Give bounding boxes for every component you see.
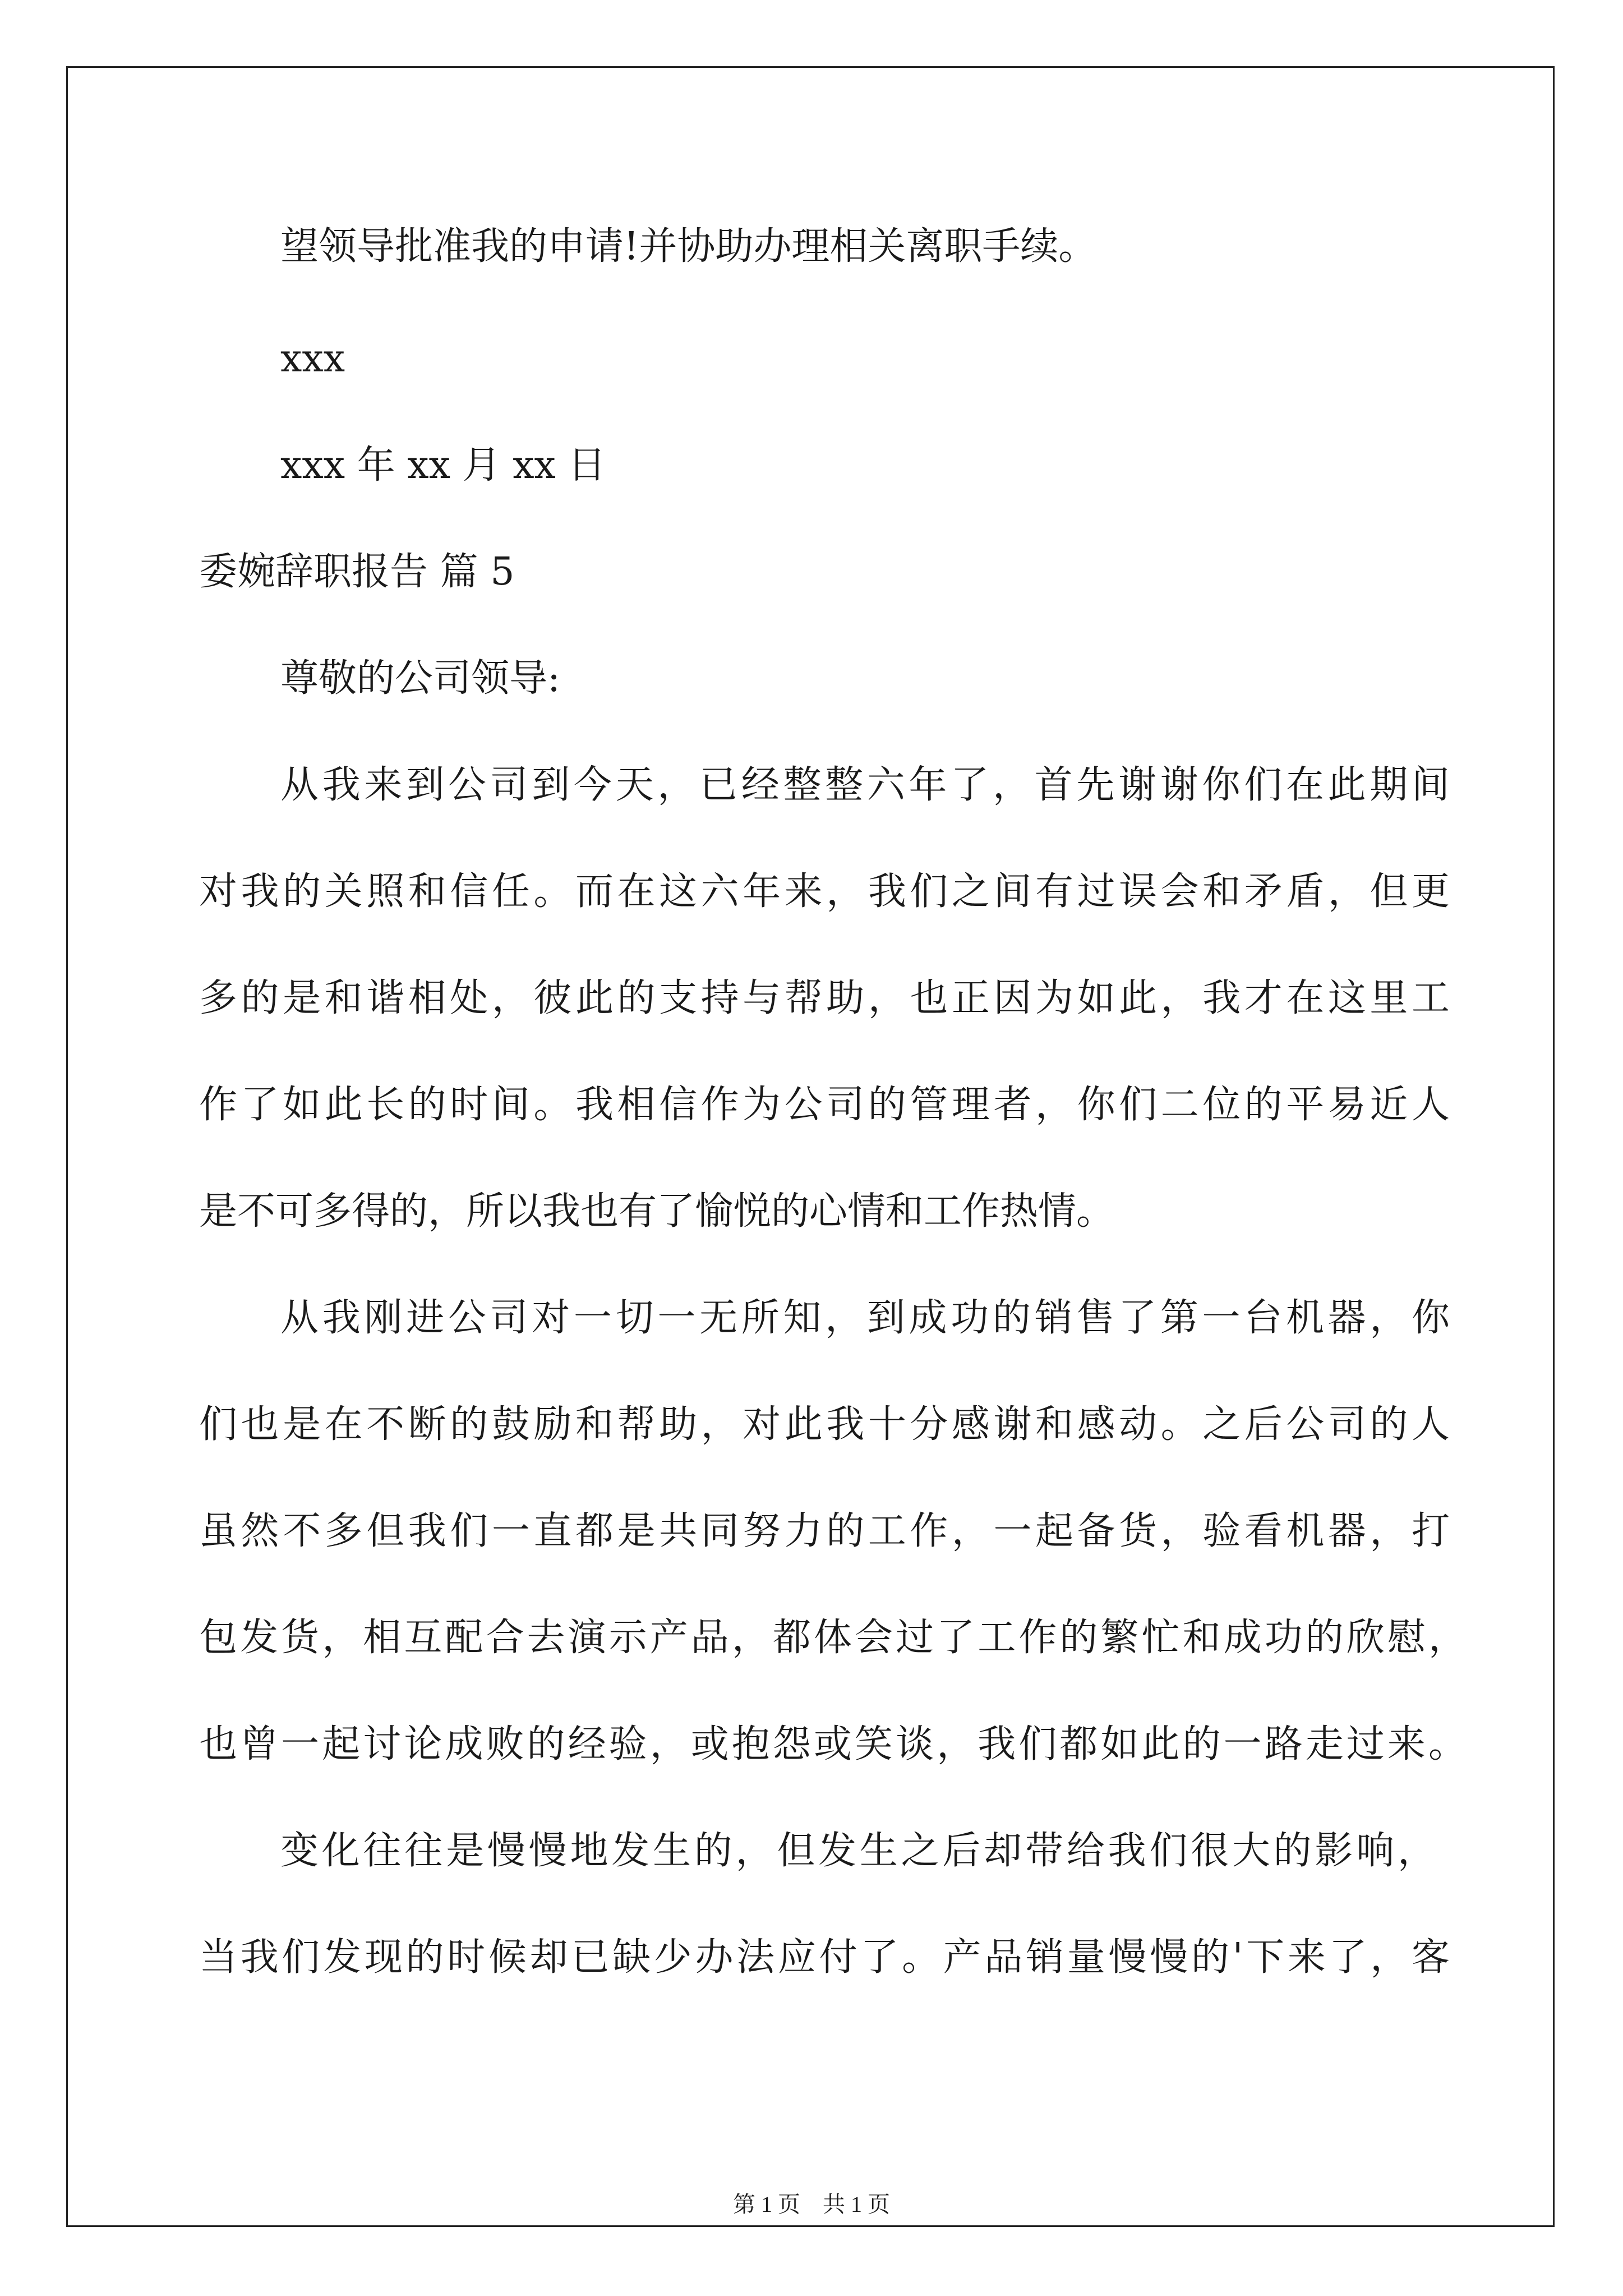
paragraph-line: 是不可多得的，所以我也有了愉悦的心情和工作热情。 bbox=[199, 1189, 1115, 1234]
paragraph-line: 虽然不多但我们一直都是共同努力的工作，一起备货，验看机器，打 bbox=[199, 1509, 1450, 1553]
paragraph-line: 包发货，相互配合去演示产品，都体会过了工作的繁忙和成功的欣慰， bbox=[199, 1616, 1467, 1660]
salutation: 尊敬的公司领导: bbox=[280, 656, 560, 701]
paragraph-line: 也曾一起讨论成败的经验，或抱怨或笑谈，我们都如此的一路走过来。 bbox=[199, 1722, 1467, 1766]
signature-name: xxx bbox=[280, 337, 345, 381]
paragraph-line: 们也是在不断的鼓励和帮助，对此我十分感谢和感动。之后公司的人 bbox=[199, 1402, 1450, 1447]
paragraph-line: 变化往往是慢慢地发生的，但发生之后却带给我们很大的影响， bbox=[280, 1829, 1436, 1873]
section-heading: 委婉辞职报告 篇 5 bbox=[199, 550, 515, 594]
paragraph-line: 当我们发现的时候却已缺少办法应付了。产品销量慢慢的'下来了，客 bbox=[199, 1935, 1450, 1980]
paragraph-line: 作了如此长的时间。我相信作为公司的管理者，你们二位的平易近人 bbox=[199, 1083, 1450, 1127]
paragraph-line: 对我的关照和信任。而在这六年来，我们之间有过误会和矛盾，但更 bbox=[199, 869, 1450, 914]
signature-date: xxx 年 xx 月 xx 日 bbox=[280, 443, 606, 487]
paragraph-line: 多的是和谐相处，彼此的支持与帮助，也正因为如此，我才在这里工 bbox=[199, 976, 1450, 1020]
page-number-footer: 第 1 页 共 1 页 bbox=[733, 2192, 890, 2217]
paragraph-line: 从我来到公司到今天，已经整整六年了，首先谢谢你们在此期间 bbox=[280, 763, 1450, 807]
paragraph-line: 从我刚进公司对一切一无所知，到成功的销售了第一台机器，你 bbox=[280, 1296, 1450, 1340]
page-border bbox=[66, 66, 1555, 2227]
closing-request-line: 望领导批准我的申请!并协助办理相关离职手续。 bbox=[280, 224, 1097, 269]
